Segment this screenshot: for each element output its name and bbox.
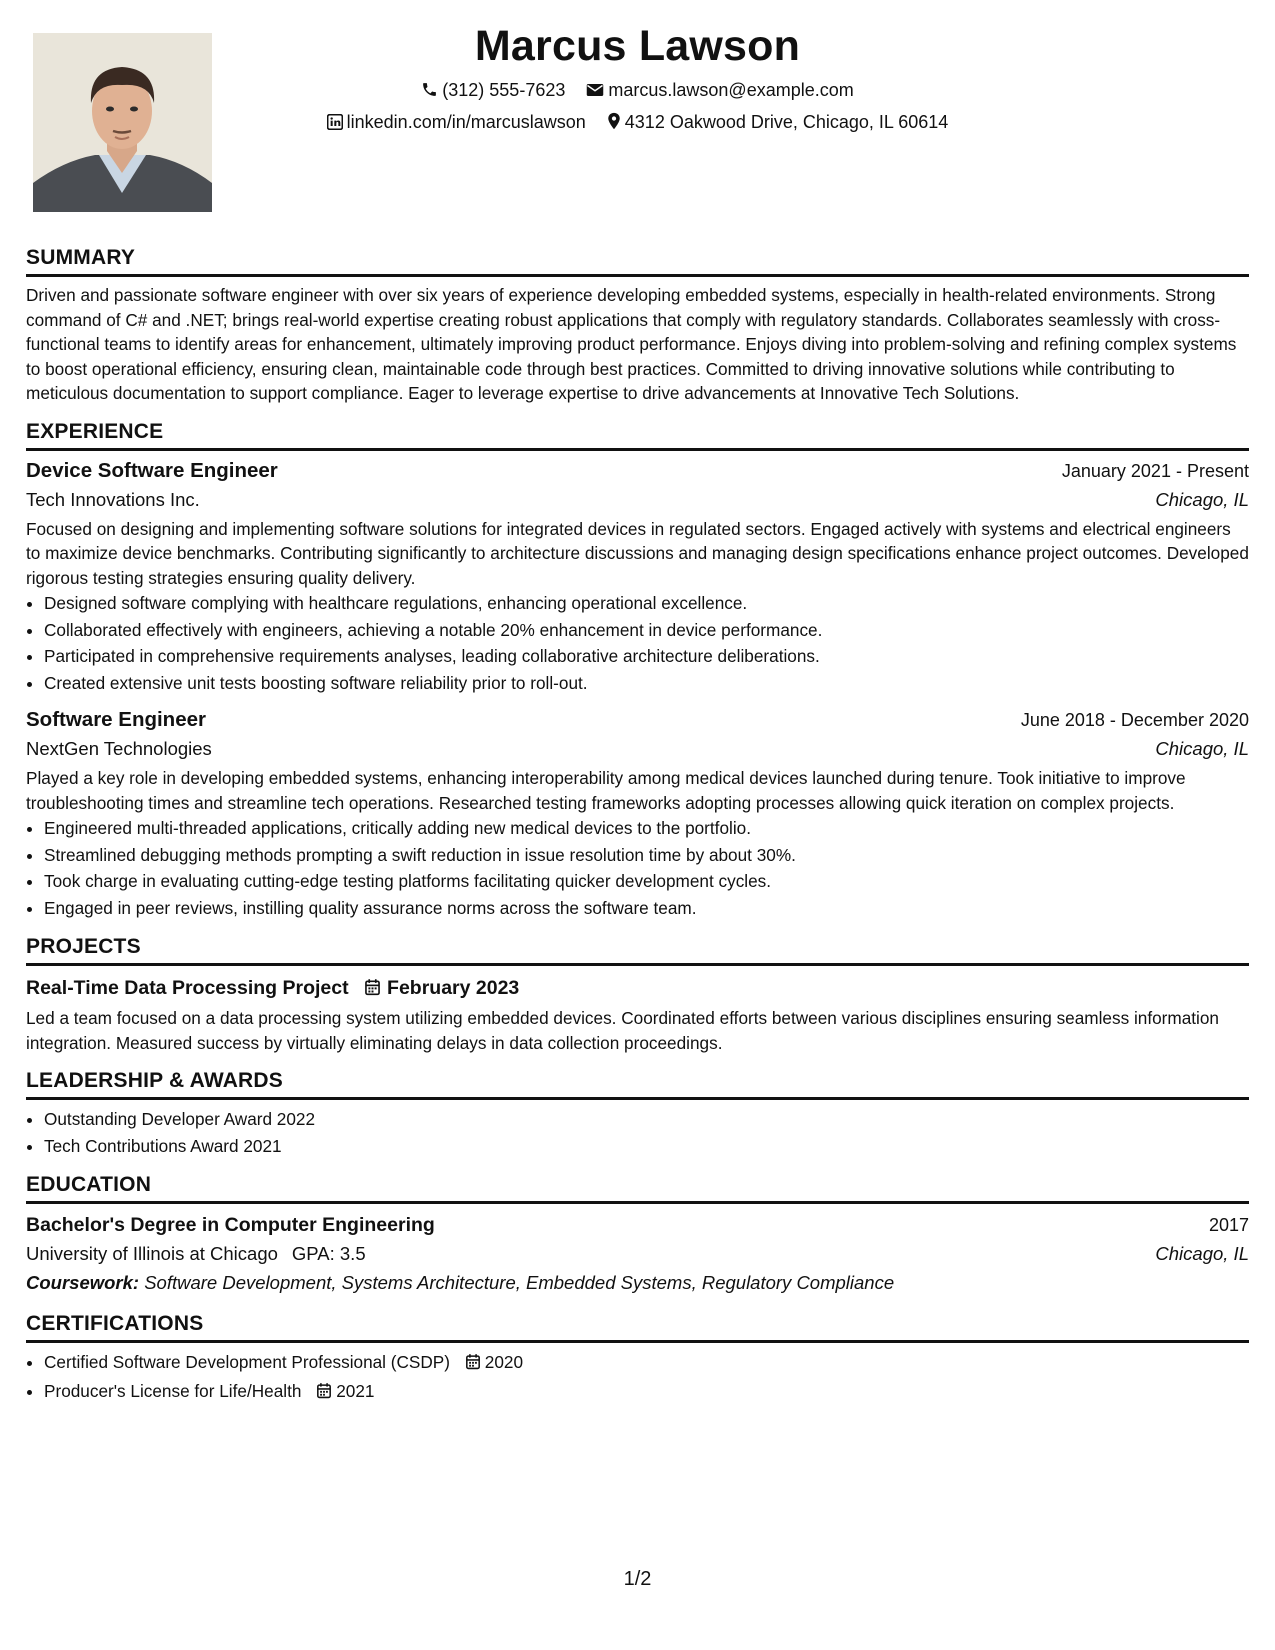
certification-date bbox=[465, 1352, 523, 1372]
project-date bbox=[364, 977, 519, 999]
list-item bbox=[44, 1349, 1249, 1378]
contact-line-2 bbox=[0, 112, 1275, 133]
job-title: Software Engineer bbox=[26, 708, 206, 731]
project-description: Led a team focused on a data processing system utilizing embedded devices. Coordinated efforts between various disciplines ensuring seamless information integration. Measured success by virtually eliminating delays in data collection proceedings. bbox=[26, 1008, 1219, 1053]
gpa: GPA: 3.5 bbox=[291, 1243, 366, 1264]
linkedin-text: linkedin.com/in/marcuslawson bbox=[346, 112, 586, 132]
list-item: • Participated in comprehensive requirements analyses, leading collaborative architecture deliberations. bbox=[44, 643, 1249, 670]
job-dates: June 2018 - December 2020 bbox=[1020, 710, 1249, 730]
map-pin-icon bbox=[607, 112, 621, 130]
certification-date-text: 2020 bbox=[484, 1352, 524, 1372]
page-number: 1/2 bbox=[623, 1568, 652, 1590]
envelope-icon bbox=[586, 82, 604, 98]
list-item: • Designed software complying with healthcare regulations, enhancing operational excellence. bbox=[44, 590, 1249, 617]
certification-name: Producer's License for Life/Health bbox=[44, 1380, 302, 1401]
projects-section bbox=[26, 935, 1249, 1055]
education-section bbox=[26, 1173, 1249, 1298]
experience-section bbox=[26, 420, 1249, 922]
school-name: University of Illinois at Chicago bbox=[26, 1243, 278, 1264]
project-date-text: February 2023 bbox=[387, 977, 520, 999]
job-title: Device Software Engineer bbox=[26, 458, 278, 482]
section-title: LEADERSHIP & AWARDS bbox=[26, 1069, 1249, 1100]
section-title: SUMMARY bbox=[26, 246, 1249, 277]
phone-text: (312) 555-7623 bbox=[442, 80, 566, 100]
leadership-section bbox=[26, 1069, 1249, 1159]
phone-contact[interactable] bbox=[421, 80, 565, 101]
list-item bbox=[44, 1378, 1249, 1407]
address-text: 4312 Oakwood Drive, Chicago, IL 60614 bbox=[624, 112, 949, 132]
certifications-section bbox=[26, 1312, 1249, 1406]
coursework-list: Software Development, Systems Architecture, Embedded Systems, Regulatory Compliance bbox=[144, 1272, 895, 1293]
section-title: EDUCATION bbox=[26, 1173, 1249, 1204]
calendar-icon bbox=[364, 974, 381, 1006]
job-bullets bbox=[26, 815, 1249, 921]
project-header bbox=[26, 972, 1249, 1006]
certification-name: Certified Software Development Professional (CSDP) bbox=[44, 1352, 450, 1372]
summary-text: Driven and passionate software engineer with over six years of experience developing embedded systems, especially in health-related environments. Strong command of C# and .NET; brings real-world expertise creating robust applications that comply with regulatory standards. Collaborates seamlessly with cross-functional teams to identify areas for enhancement, ultimately improving product performance. Enjoys diving into problem-solving and refining complex systems to boost operational efficiency, ensuring clean, maintainable code through best practices. Committed to driving innovative solutions while contributing to meticulous documentation to support compliance. Eager to leverage expertise to drive advancements at Innovative Tech Solutions. bbox=[26, 285, 1237, 403]
address-contact bbox=[607, 112, 949, 133]
phone-icon bbox=[421, 81, 438, 98]
certification-date bbox=[316, 1381, 374, 1401]
awards-list bbox=[26, 1106, 1249, 1159]
job-description: Played a key role in developing embedded systems, enhancing interoperability among medical devices launched during tenure. Took initiative to improve troubleshooting times and streamline tech operations. Researched testing frameworks adopting processes allowing quick iteration on complex projects. bbox=[26, 768, 1186, 813]
coursework-label: Coursework: bbox=[26, 1272, 140, 1293]
job-location: Chicago, IL bbox=[1155, 488, 1249, 510]
job-bullets bbox=[26, 590, 1249, 696]
linkedin-icon bbox=[327, 114, 343, 130]
project-name: Real-Time Data Processing Project bbox=[26, 977, 349, 999]
job-entry bbox=[26, 706, 1249, 921]
contact-line-1 bbox=[0, 80, 1275, 101]
email-contact[interactable] bbox=[586, 80, 853, 101]
calendar-icon bbox=[465, 1351, 481, 1378]
certification-date-text: 2021 bbox=[336, 1380, 375, 1401]
graduation-year: 2017 bbox=[1208, 1215, 1249, 1235]
job-entry bbox=[26, 457, 1249, 697]
section-title: CERTIFICATIONS bbox=[26, 1312, 1249, 1343]
candidate-name: Marcus Lawson bbox=[474, 22, 801, 70]
list-item: • Tech Contributions Award 2021 bbox=[44, 1133, 1249, 1160]
list-item: • Engineered multi-threaded applications, critically adding new medical devices to the portfolio. bbox=[44, 815, 1249, 842]
job-description: Focused on designing and implementing software solutions for integrated devices in regulated sectors. Engaged actively with systems and electrical engineers to maximize device benchmarks. Contributing significantly to architecture discussions and managing design specifications enhance project outcomes. Developed rigorous testing strategies ensuring quality delivery. bbox=[26, 518, 1249, 588]
resume-content bbox=[26, 246, 1249, 1420]
list-item: • Streamlined debugging methods prompting a swift reduction in issue resolution time by about 30%. bbox=[44, 842, 1249, 869]
certifications-list bbox=[26, 1349, 1249, 1406]
job-location: Chicago, IL bbox=[1155, 738, 1249, 759]
coursework bbox=[26, 1268, 1249, 1298]
email-text: marcus.lawson@example.com bbox=[608, 80, 854, 100]
company-name: Tech Innovations Inc. bbox=[26, 488, 200, 510]
linkedin-contact[interactable] bbox=[327, 112, 586, 133]
list-item: • Engaged in peer reviews, instilling quality assurance norms across the software team. bbox=[44, 895, 1249, 922]
list-item: • Collaborated effectively with engineers, achieving a notable 20% enhancement in device performance. bbox=[44, 617, 1249, 644]
section-title: PROJECTS bbox=[26, 935, 1249, 966]
calendar-icon bbox=[316, 1380, 332, 1407]
job-dates: January 2021 - Present bbox=[1061, 460, 1249, 481]
section-title: EXPERIENCE bbox=[26, 420, 1249, 451]
school-location: Chicago, IL bbox=[1155, 1243, 1249, 1264]
degree-name: Bachelor's Degree in Computer Engineering bbox=[26, 1214, 435, 1236]
summary-section bbox=[26, 246, 1249, 406]
company-name: NextGen Technologies bbox=[26, 738, 212, 759]
list-item: • Took charge in evaluating cutting-edge testing platforms facilitating quicker development cycles. bbox=[44, 868, 1249, 895]
list-item: • Created extensive unit tests boosting software reliability prior to roll-out. bbox=[44, 670, 1249, 697]
list-item: • Outstanding Developer Award 2022 bbox=[44, 1106, 1249, 1133]
